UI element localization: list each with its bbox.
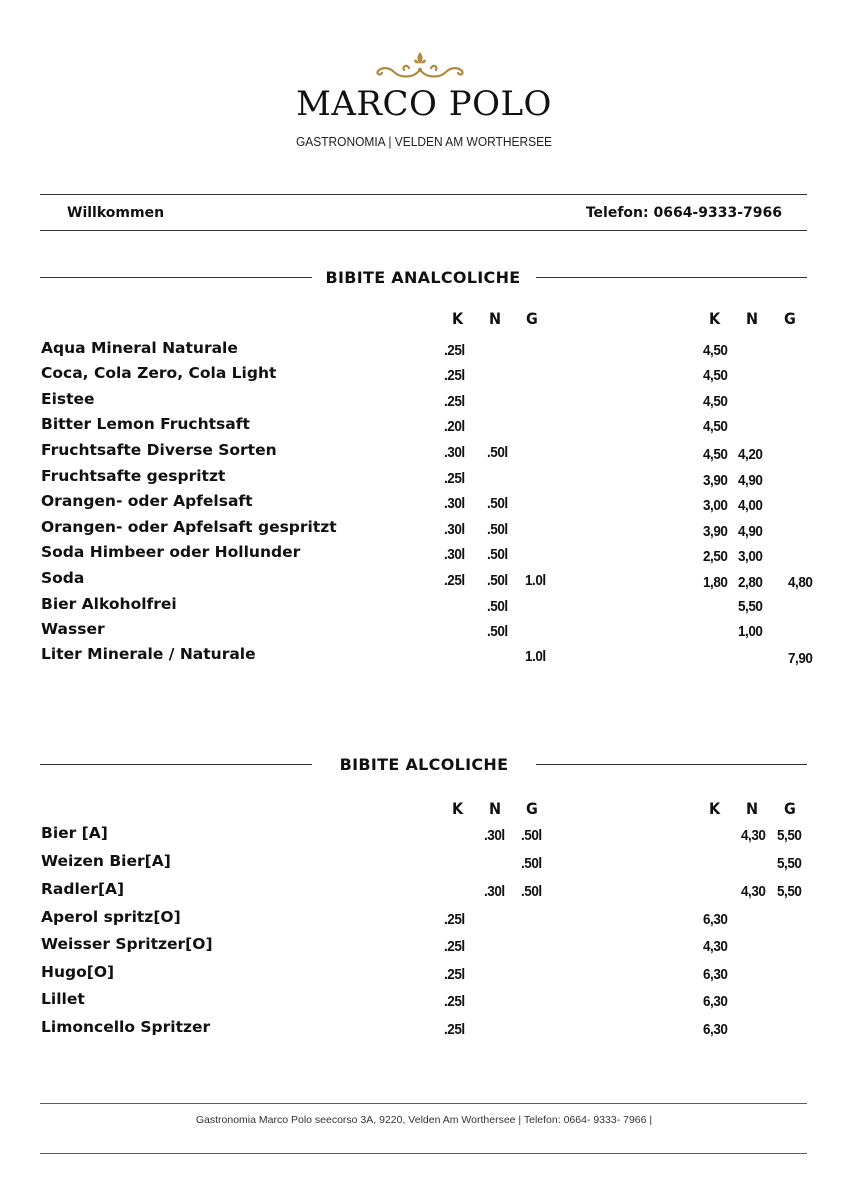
price-column-header: G <box>784 799 796 818</box>
restaurant-name: MARCO POLO <box>296 84 552 124</box>
item-volume: .50l <box>487 598 508 615</box>
item-price: 3,00 <box>703 497 728 514</box>
item-volume: .50l <box>487 572 508 589</box>
item-price: 6,30 <box>703 993 728 1010</box>
item-price: 4,50 <box>703 446 728 463</box>
item-price: 6,30 <box>703 911 728 928</box>
volume-column-header: K <box>452 309 464 328</box>
item-name: Eistee <box>41 390 95 408</box>
price-column-header: K <box>709 799 721 818</box>
item-volume: .20l <box>444 418 465 435</box>
volume-column-header: K <box>452 799 464 818</box>
item-name: Limoncello Spritzer <box>41 1018 211 1036</box>
item-volume: .25l <box>444 911 465 928</box>
item-price: 4,50 <box>703 418 728 435</box>
item-name: Weisser Spritzer[O] <box>41 935 213 953</box>
footer-address: Gastronomia Marco Polo seecorso 3A, 9220, Velden Am Worthersee | Telefon: 0664- 9333- 7966 | <box>195 1114 653 1126</box>
section-rule <box>536 277 807 278</box>
item-price: 6,30 <box>703 966 728 983</box>
item-name: Fruchtsafte Diverse Sorten <box>41 441 277 459</box>
divider <box>40 230 807 231</box>
item-volume: .25l <box>444 966 465 983</box>
item-volume: 1.0l <box>525 648 546 665</box>
item-name: Orangen- oder Apfelsaft <box>41 492 253 510</box>
volume-column-header: G <box>526 309 538 328</box>
item-price: 4,30 <box>741 827 766 844</box>
item-volume: .25l <box>444 1021 465 1038</box>
item-price: 5,50 <box>777 827 802 844</box>
welcome-text: Willkommen <box>67 205 165 221</box>
item-volume: .25l <box>444 993 465 1010</box>
item-name: Aqua Mineral Naturale <box>41 339 238 357</box>
item-price: 4,20 <box>738 446 763 463</box>
item-name: Soda <box>41 569 85 587</box>
item-price: 4,90 <box>738 523 763 540</box>
item-price: 3,00 <box>738 548 763 565</box>
price-column-header: K <box>709 309 721 328</box>
item-price: 5,50 <box>777 855 802 872</box>
item-volume: .30l <box>444 521 465 538</box>
item-price: 5,50 <box>777 883 802 900</box>
item-volume: .30l <box>444 495 465 512</box>
volume-column-header: N <box>489 309 502 328</box>
item-price: 7,90 <box>788 650 813 667</box>
item-name: Fruchtsafte gespritzt <box>41 467 226 485</box>
ornament-logo <box>374 50 466 80</box>
item-price: 5,50 <box>738 598 763 615</box>
volume-column-header: N <box>489 799 502 818</box>
item-volume: 1.0l <box>525 572 546 589</box>
item-volume: .30l <box>444 444 465 461</box>
item-volume: .25l <box>444 367 465 384</box>
item-name: Lillet <box>41 990 85 1008</box>
section-rule <box>536 764 807 765</box>
item-price: 4,30 <box>703 938 728 955</box>
item-name: Wasser <box>41 620 105 638</box>
phone-number: Telefon: 0664-9333-7966 <box>585 205 782 221</box>
item-price: 3,90 <box>703 472 728 489</box>
item-volume: .25l <box>444 938 465 955</box>
item-price: 4,80 <box>788 574 813 591</box>
item-volume: .30l <box>444 546 465 563</box>
item-volume: .25l <box>444 342 465 359</box>
item-volume: .25l <box>444 572 465 589</box>
item-name: Aperol spritz[O] <box>41 908 181 926</box>
item-price: 4,50 <box>703 393 728 410</box>
price-column-header: G <box>784 309 796 328</box>
item-volume: .25l <box>444 393 465 410</box>
item-price: 4,50 <box>703 367 728 384</box>
item-volume: .50l <box>487 623 508 640</box>
item-volume: .50l <box>521 827 542 844</box>
price-column-header: N <box>746 799 759 818</box>
divider <box>40 194 807 195</box>
item-price: 4,90 <box>738 472 763 489</box>
section-rule <box>40 277 312 278</box>
item-volume: .50l <box>521 883 542 900</box>
item-name: Liter Minerale / Naturale <box>41 645 256 663</box>
item-volume: .30l <box>484 827 505 844</box>
item-name: Weizen Bier[A] <box>41 852 171 870</box>
restaurant-subtitle: GASTRONOMIA | VELDEN AM WORTHERSEE <box>295 134 553 149</box>
item-price: 4,30 <box>741 883 766 900</box>
item-name: Orangen- oder Apfelsaft gespritzt <box>41 518 337 536</box>
item-volume: .50l <box>487 444 508 461</box>
item-price: 1,00 <box>738 623 763 640</box>
volume-column-header: G <box>526 799 538 818</box>
item-price: 2,80 <box>738 574 763 591</box>
item-name: Bier [A] <box>41 824 108 842</box>
item-price: 4,00 <box>738 497 763 514</box>
item-price: 3,90 <box>703 523 728 540</box>
item-price: 6,30 <box>703 1021 728 1038</box>
item-price: 2,50 <box>703 548 728 565</box>
footer-divider <box>40 1103 807 1104</box>
item-name: Radler[A] <box>41 880 125 898</box>
section-rule <box>40 764 312 765</box>
item-volume: .50l <box>521 855 542 872</box>
item-volume: .50l <box>487 521 508 538</box>
item-name: Bitter Lemon Fruchtsaft <box>41 415 250 433</box>
footer-divider <box>40 1153 807 1154</box>
section-title: BIBITE ANALCOLICHE <box>325 268 521 287</box>
section-title: BIBITE ALCOLICHE <box>339 755 509 774</box>
item-volume: .50l <box>487 546 508 563</box>
item-volume: .25l <box>444 470 465 487</box>
item-volume: .50l <box>487 495 508 512</box>
item-price: 1,80 <box>703 574 728 591</box>
item-name: Hugo[O] <box>41 963 115 981</box>
item-name: Bier Alkoholfrei <box>41 595 177 613</box>
item-volume: .30l <box>484 883 505 900</box>
item-price: 4,50 <box>703 342 728 359</box>
item-name: Soda Himbeer oder Hollunder <box>41 543 301 561</box>
price-column-header: N <box>746 309 759 328</box>
item-name: Coca, Cola Zero, Cola Light <box>41 364 277 382</box>
